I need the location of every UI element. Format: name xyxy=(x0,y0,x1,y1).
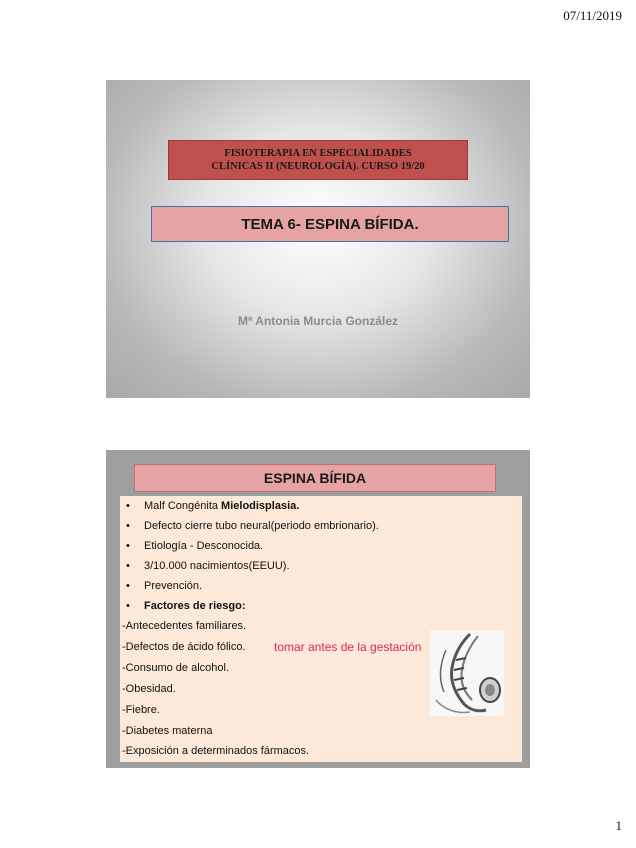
risk-factor-item: -Defectos de ácido fólico. xyxy=(122,641,246,653)
bullet-item xyxy=(126,520,379,532)
bullet-marker: • xyxy=(126,500,130,512)
topic-title: TEMA 6- ESPINA BÍFIDA. xyxy=(151,206,509,242)
bullet-marker: • xyxy=(126,520,130,532)
risk-factor-item: -Diabetes materna xyxy=(122,725,213,737)
bullet-text: Malf Congénita xyxy=(144,500,222,512)
bullet-item xyxy=(126,540,263,552)
bullet-text: Prevención. xyxy=(144,580,203,592)
risk-factor-item: -Exposición a determinados fármacos. xyxy=(122,745,310,757)
bullet-item xyxy=(126,500,299,512)
author-name: Mª Antonia Murcia González xyxy=(237,314,398,328)
bullet-item xyxy=(126,600,245,612)
content-panel xyxy=(120,496,522,762)
course-line-1: FISIOTERAPIA EN ESPECIALIDADES xyxy=(224,148,412,159)
bullet-text: Defecto cierre tubo neural(periodo embrionario). xyxy=(144,520,379,532)
spine-illustration-icon xyxy=(430,630,504,716)
handwritten-note: tomar antes de la gestación xyxy=(274,640,422,654)
slide-espina-bifida xyxy=(106,450,530,768)
bullet-bold-text: Factores de riesgo: xyxy=(144,600,246,612)
bullet-marker: • xyxy=(126,600,130,612)
bullet-item xyxy=(126,560,290,572)
page-date: 07/11/2019 xyxy=(563,8,622,23)
risk-factor-item: -Obesidad. xyxy=(122,683,176,695)
risk-factor-item: -Antecedentes familiares. xyxy=(122,620,247,632)
course-banner xyxy=(168,140,468,180)
bullet-item xyxy=(126,580,202,592)
slide-heading: ESPINA BÍFIDA xyxy=(134,464,496,492)
bullet-marker: • xyxy=(126,560,130,572)
page-number: 1 xyxy=(615,818,622,833)
risk-factor-item: -Fiebre. xyxy=(122,704,160,716)
bullet-text: 3/10.000 nacimientos(EEUU). xyxy=(144,560,290,572)
slide-title xyxy=(106,80,530,398)
bullet-bold-text: Mielodisplasia. xyxy=(221,500,300,512)
risk-factor-item: -Consumo de alcohol. xyxy=(122,662,230,674)
course-line-2: CLÍNICAS II (NEUROLOGÍA). CURSO 19/20 xyxy=(211,161,425,172)
bullet-text: Etiología - Desconocida. xyxy=(144,540,264,552)
bullet-marker: • xyxy=(126,540,130,552)
bullet-marker: • xyxy=(126,580,130,592)
